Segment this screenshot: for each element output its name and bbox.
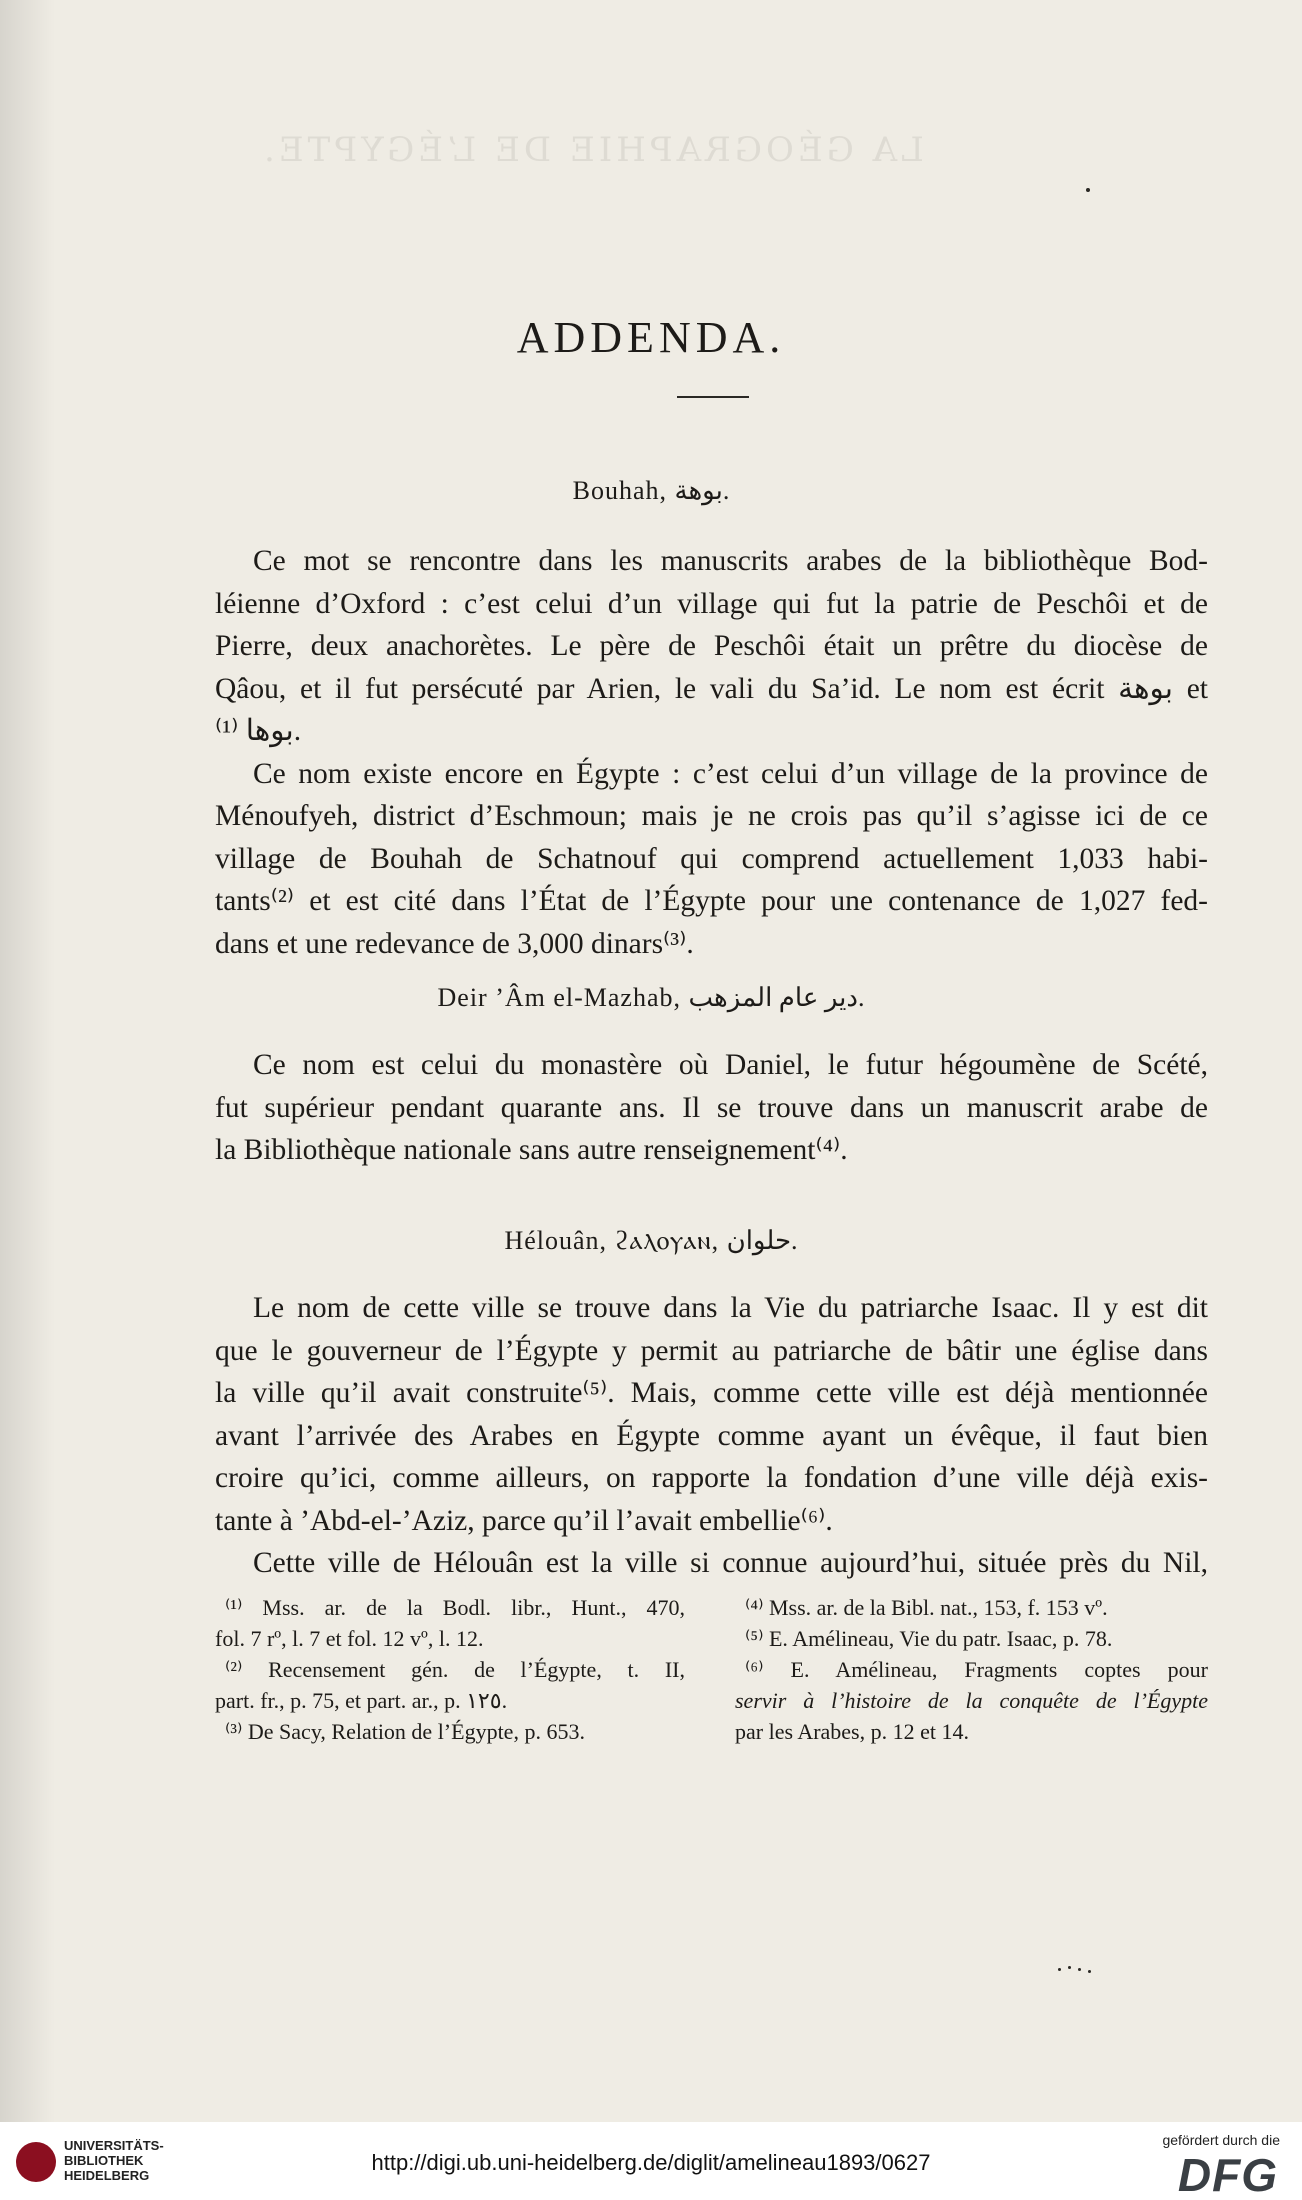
footnote-line: part. fr., p. 75, et part. ar., p. ١٢٥. bbox=[215, 1688, 508, 1713]
footnote-line: ⁽⁵⁾ E. Amélineau, Vie du patr. Isaac, p. 78. bbox=[745, 1626, 1113, 1651]
text-line: avant l’arrivée des Arabes en Égypte comme ayant un évêque, il faut bien bbox=[215, 1419, 1208, 1452]
text-line: tante à ’Abd-el-’Aziz, parce qu’il l’avait embellie⁽⁶⁾. bbox=[215, 1504, 833, 1537]
library-name: UNIVERSITÄTS- BIBLIOTHEK HEIDELBERG bbox=[64, 2138, 164, 2183]
footnotes-right bbox=[735, 1592, 1208, 1747]
paragraph-bouhah bbox=[215, 540, 1208, 965]
text-line: fut supérieur pendant quarante ans. Il se trouve dans un manuscrit arabe de bbox=[215, 1091, 1208, 1124]
text-line: croire qu’ici, comme ailleurs, on rapporte la fondation d’une ville déjà exis- bbox=[215, 1462, 1208, 1494]
footnote-line: ⁽⁶⁾ E. Amélineau, Fragments coptes pour bbox=[745, 1657, 1208, 1682]
text-line: village de Bouhah de Schatnouf qui comprend actuellement 1,033 habi- bbox=[215, 842, 1208, 875]
text-line: Ce nom est celui du monastère où Daniel, le futur hégoumène de Scété, bbox=[253, 1049, 1208, 1081]
permalink-url[interactable]: http://digi.ub.uni-heidelberg.de/diglit/amelineau1893/0627 bbox=[371, 2150, 931, 2175]
show-through-header: LA GÉOGRAPHIE DE L’ÉGYPTE. bbox=[260, 130, 924, 170]
page-title: ADDENDA. bbox=[516, 313, 786, 362]
viewer-footer bbox=[0, 2122, 1302, 2200]
footnote-line: fol. 7 rº, l. 7 et fol. 12 vº, l. 12. bbox=[215, 1626, 484, 1651]
paper-speck bbox=[1078, 1968, 1081, 1971]
footnote-line: par les Arabes, p. 12 et 14. bbox=[735, 1719, 969, 1744]
text-line: Qâou, et il fut persécuté par Arien, le vali du Sa’id. Le nom est écrit بوهة et bbox=[215, 672, 1208, 705]
text-line: Le nom de cette ville se trouve dans la Vie du patriarche Isaac. Il y est dit bbox=[253, 1292, 1208, 1324]
footnotes-left bbox=[215, 1592, 685, 1747]
funder-note: gefördert durch die bbox=[1162, 2132, 1280, 2148]
footnote-line: ⁽⁴⁾ Mss. ar. de la Bibl. nat., 153, f. 153 vº. bbox=[745, 1595, 1108, 1620]
section-heading-bouhah: Bouhah, بوهة. bbox=[572, 476, 730, 505]
text-line: la Bibliothèque nationale sans autre renseignement⁽⁴⁾. bbox=[215, 1134, 848, 1166]
text-line: léienne d’Oxford : c’est celui d’un village qui fut la patrie de Peschôi et de bbox=[215, 587, 1208, 620]
paper-speck bbox=[1068, 1966, 1071, 1969]
paper-speck bbox=[1086, 188, 1090, 192]
text-line: tants⁽²⁾ et est cité dans l’État de l’Égypte pour une contenance de 1,027 fed- bbox=[215, 885, 1208, 917]
paragraph-helouan bbox=[215, 1287, 1208, 1585]
section-heading-deir: Deir ’Âm el-Mazhab, دير عام المزهب. bbox=[437, 983, 865, 1012]
section-heading-helouan: Hélouân, ϩⲁⲗⲟⲩⲁⲛ, حلوان. bbox=[504, 1226, 798, 1255]
text-line: Ménoufyeh, district d’Eschmoun; mais je ne crois pas qu’il s’agisse ici de ce bbox=[215, 800, 1208, 832]
text-line: Cette ville de Hélouân est la ville si connue aujourd’hui, située près du Nil, bbox=[253, 1547, 1208, 1579]
text-line: Ce mot se rencontre dans les manuscrits arabes de la bibliothèque Bod- bbox=[253, 545, 1208, 577]
text-line: que le gouverneur de l’Égypte y permit au patriarche de bâtir une église dans bbox=[215, 1334, 1208, 1367]
footnote-line: ⁽¹⁾ Mss. ar. de la Bodl. libr., Hunt., 470, bbox=[225, 1595, 685, 1620]
footnote-line: ⁽³⁾ De Sacy, Relation de l’Égypte, p. 653. bbox=[225, 1719, 585, 1744]
paper-speck bbox=[1058, 1968, 1061, 1971]
text-line: بوها ⁽¹⁾. bbox=[215, 715, 302, 747]
text-line: Ce nom existe encore en Égypte : c’est celui d’un village de la province de bbox=[253, 757, 1208, 790]
paper-speck bbox=[1088, 1970, 1091, 1973]
text-line: la ville qu’il avait construite⁽⁵⁾. Mais, comme cette ville est déjà mentionnée bbox=[215, 1377, 1208, 1409]
footnote-line: ⁽²⁾ Recensement gén. de l’Égypte, t. II, bbox=[225, 1657, 685, 1682]
footnote-line: servir à l’histoire de la conquête de l’Égypte bbox=[735, 1688, 1208, 1713]
dfg-logo: DFG bbox=[1177, 2149, 1278, 2200]
paragraph-deir bbox=[215, 1044, 1208, 1172]
text-line: Pierre, deux anachorètes. Le père de Peschôi était un prêtre du diocèse de bbox=[215, 630, 1208, 662]
text-line: dans et une redevance de 3,000 dinars⁽³⁾. bbox=[215, 927, 694, 960]
title-rule bbox=[677, 396, 749, 398]
